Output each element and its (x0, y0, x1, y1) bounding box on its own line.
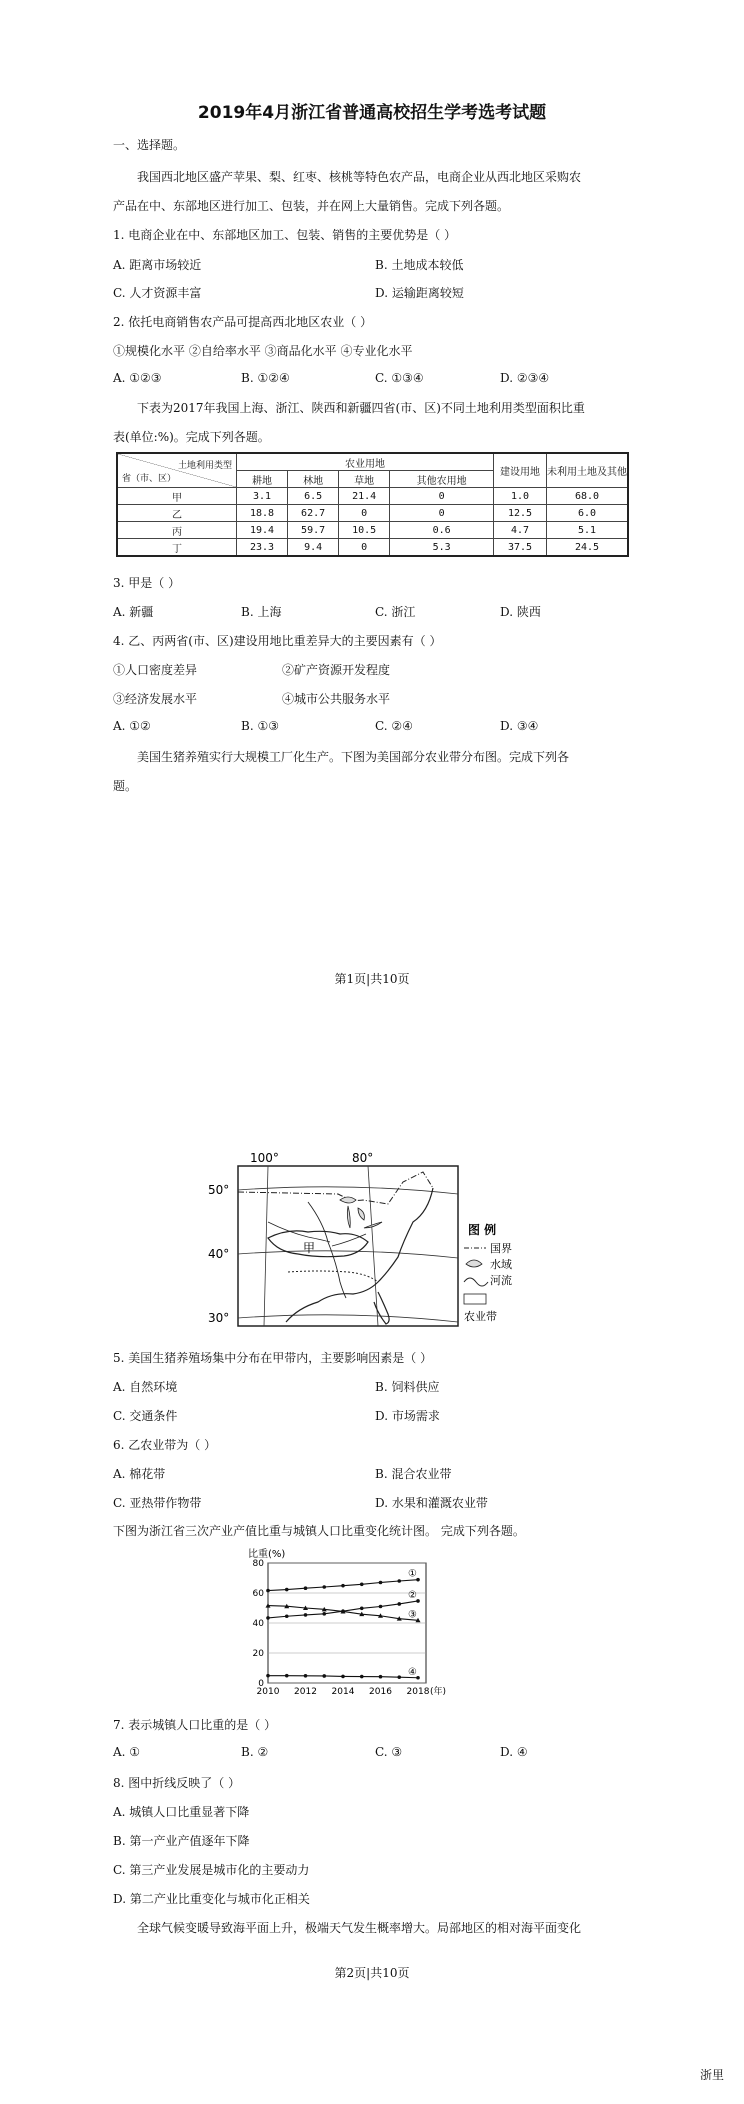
table-cell: 37.5 (494, 539, 547, 557)
q8-option-c[interactable]: C. 第三产业发展是城市化的主要动力 (113, 1863, 310, 1877)
table-cell: 18.8 (237, 505, 288, 522)
data-point (266, 1674, 270, 1678)
question-7: 7. 表示城镇人口比重的是（ ） (113, 1718, 277, 1732)
intro-3-line-2: 题。 (113, 779, 138, 793)
question-3: 3. 甲是（ ） (113, 576, 181, 590)
chart-x-label: (年) (430, 1687, 447, 1697)
table-cell: 0 (339, 539, 390, 557)
question-1: 1. 电商企业在中、东部地区加工、包装、销售的主要优势是（ ） (113, 228, 457, 242)
row-name: 乙 (117, 505, 237, 522)
lat-label-40: 40° (208, 1247, 230, 1261)
corner-bottom-label: 省（市、区） (122, 473, 177, 484)
q2-option-a[interactable]: A. ①②③ (113, 371, 162, 385)
data-point (360, 1583, 364, 1587)
table-row (117, 488, 628, 505)
q4-statement-1: ①人口密度差异 (113, 663, 198, 677)
q5-option-b[interactable]: B. 饲料供应 (375, 1380, 440, 1394)
page-1-footer: 第1页|共10页 (334, 972, 410, 986)
intro-2-line-2: 表(单位:%)。完成下列各题。 (113, 430, 270, 444)
question-2: 2. 依托电商销售农产品可提高西北地区农业（ ） (113, 315, 373, 329)
data-point (304, 1674, 308, 1678)
question-6: 6. 乙农业带为（ ） (113, 1438, 217, 1452)
q1-option-c[interactable]: C. 人才资源丰富 (113, 286, 202, 300)
data-point (322, 1674, 326, 1678)
q4-statement-3: ③经济发展水平 (113, 692, 198, 706)
question-5: 5. 美国生猪养殖场集中分布在甲带内，主要影响因素是（ ） (113, 1351, 433, 1365)
x-tick-label: 2014 (331, 1687, 355, 1697)
corner-watermark: 浙里 (700, 2068, 725, 2082)
data-point (397, 1675, 401, 1679)
series-label-1: ① (408, 1568, 417, 1580)
data-point (379, 1675, 383, 1679)
industry-structure-chart (238, 1545, 478, 1705)
build-land-header: 建设用地 (494, 453, 547, 488)
corner-top-label: 土地利用类型 (177, 460, 232, 471)
x-tick-label: 2016 (369, 1687, 392, 1697)
table-cell: 68.0 (547, 488, 629, 505)
y-tick-label: 0 (258, 1679, 264, 1689)
belt-jia-label: 甲 (303, 1241, 316, 1255)
y-tick-label: 80 (252, 1559, 264, 1569)
q4-statement-4: ④城市公共服务水平 (282, 692, 391, 706)
row-name: 丁 (117, 539, 237, 557)
q1-option-b[interactable]: B. 土地成本较低 (375, 258, 464, 272)
legend-river-symbol (464, 1278, 488, 1286)
q2-option-b[interactable]: B. ①②④ (241, 371, 290, 385)
q7-option-c[interactable]: C. ③ (375, 1745, 403, 1759)
table-cell: 12.5 (494, 505, 547, 522)
table-cell: 4.7 (494, 522, 547, 539)
table-cell: 6.5 (288, 488, 339, 505)
data-point (322, 1585, 326, 1589)
intro-3-line-1: 美国生猪养殖实行大规模工厂化生产。下图为美国部分农业带分布图。完成下列各 (137, 750, 570, 764)
data-point (360, 1607, 364, 1611)
intro-4: 下图为浙江省三次产业产值比重与城镇人口比重变化统计图。 完成下列各题。 (113, 1524, 525, 1538)
table-corner-cell (117, 453, 237, 488)
y-tick-label: 60 (252, 1589, 264, 1599)
data-point (285, 1674, 289, 1678)
map-frame (238, 1166, 458, 1326)
table-cell: 21.4 (339, 488, 390, 505)
x-tick-label: 2018 (406, 1687, 430, 1697)
q3-option-b[interactable]: B. 上海 (241, 605, 282, 619)
q4-option-c[interactable]: C. ②④ (375, 719, 413, 733)
page-2 (0, 1108, 744, 2104)
exam-title: 2019年4月浙江省普通高校招生学考选考试题 (197, 103, 547, 123)
table-cell: 3.1 (237, 488, 288, 505)
data-point (266, 1616, 270, 1620)
data-point (379, 1605, 383, 1609)
q3-option-c[interactable]: C. 浙江 (375, 605, 416, 619)
q2-option-d[interactable]: D. ②③④ (500, 371, 550, 385)
data-point (304, 1586, 308, 1590)
agri-land-header: 农业用地 (237, 453, 494, 471)
table-row (117, 522, 628, 539)
sub-header-cell: 耕地 (237, 471, 288, 488)
q4-option-a[interactable]: A. ①② (113, 719, 151, 733)
row-name: 甲 (117, 488, 237, 505)
legend-river: 河流 (490, 1274, 512, 1287)
page-gap (0, 1040, 744, 1108)
q3-option-d[interactable]: D. 陕西 (500, 605, 541, 619)
row-name: 丙 (117, 522, 237, 539)
legend-title: 图 例 (468, 1223, 497, 1237)
q4-option-d[interactable]: D. ③④ (500, 719, 539, 733)
table-cell: 0 (390, 505, 494, 522)
chart-series (266, 1569, 421, 1680)
x-tick-label: 2010 (256, 1687, 280, 1697)
table-cell: 1.0 (494, 488, 547, 505)
question-4: 4. 乙、丙两省(市、区)建设用地比重差异大的主要因素有（ ） (113, 634, 442, 648)
intro-5: 全球气候变暖导致海平面上升，极端天气发生概率增大。局部地区的相对海平面变化 (137, 1921, 582, 1935)
q4-option-b[interactable]: B. ①③ (241, 719, 279, 733)
series-label-4: ④ (408, 1666, 417, 1678)
q1-option-d[interactable]: D. 运输距离较短 (375, 286, 464, 300)
q5-option-a[interactable]: A. 自然环境 (113, 1380, 178, 1394)
chart-y-label: 比重(%) (248, 1549, 286, 1560)
data-point (285, 1614, 289, 1618)
q6-option-d[interactable]: D. 水果和灌溉农业带 (375, 1496, 488, 1510)
q3-option-a[interactable]: A. 新疆 (113, 605, 154, 619)
unused-land-header: 未利用土地及其他 (547, 453, 629, 488)
lat-label-50: 50° (208, 1183, 230, 1197)
lon-label-80: 80° (352, 1151, 374, 1165)
intro-2-line-1: 下表为2017年我国上海、浙江、陕西和新疆四省(市、区)不同土地利用类型面积比重 (137, 401, 585, 415)
data-point (266, 1589, 270, 1593)
q1-option-a[interactable]: A. 距离市场较近 (113, 258, 202, 272)
intro-1-line-1: 我国西北地区盛产苹果、梨、红枣、核桃等特色农产品，电商企业从西北地区采购农 (137, 170, 582, 184)
q5-option-d[interactable]: D. 市场需求 (375, 1409, 440, 1423)
legend-belt: 农业带 (464, 1310, 497, 1323)
table-cell: 9.4 (288, 539, 339, 557)
data-point (341, 1675, 345, 1679)
q8-option-b[interactable]: B. 第一产业产值逐年下降 (113, 1834, 250, 1848)
data-point (304, 1613, 308, 1617)
sub-header-cell: 其他农用地 (390, 471, 494, 488)
series-label-3: ③ (408, 1609, 417, 1621)
data-point (397, 1579, 401, 1583)
table-cell: 0.6 (390, 522, 494, 539)
q8-option-a[interactable]: A. 城镇人口比重显著下降 (113, 1805, 250, 1819)
data-point (322, 1612, 326, 1616)
table-cell: 62.7 (288, 505, 339, 522)
y-tick-label: 40 (252, 1619, 264, 1629)
data-point (341, 1584, 345, 1588)
table-row (117, 539, 628, 557)
section-heading: 一、选择题。 (113, 138, 186, 152)
data-point (379, 1581, 383, 1585)
table-cell: 5.1 (547, 522, 629, 539)
legend-water: 水域 (490, 1258, 512, 1271)
q2-option-c[interactable]: C. ①③④ (375, 371, 424, 385)
us-agriculture-map (208, 1142, 528, 1332)
data-point (285, 1588, 289, 1592)
q8-option-d[interactable]: D. 第二产业比重变化与城市化正相关 (113, 1892, 310, 1906)
series-label-2: ② (408, 1589, 417, 1601)
y-tick-label: 20 (252, 1649, 264, 1659)
q7-option-a[interactable]: A. ① (113, 1745, 141, 1759)
table-cell: 19.4 (237, 522, 288, 539)
legend-water-symbol (466, 1260, 482, 1267)
table-cell: 5.3 (390, 539, 494, 557)
table-cell: 10.5 (339, 522, 390, 539)
data-point (397, 1602, 401, 1606)
q5-option-c[interactable]: C. 交通条件 (113, 1409, 178, 1423)
sub-header-cell: 草地 (339, 471, 390, 488)
table-cell: 24.5 (547, 539, 629, 557)
question-8: 8. 图中折线反映了（ ） (113, 1776, 241, 1790)
legend-belt-symbol (464, 1294, 486, 1304)
q6-option-c[interactable]: C. 亚热带作物带 (113, 1496, 202, 1510)
q6-option-a[interactable]: A. 棉花带 (113, 1467, 166, 1481)
legend-border: 国界 (490, 1242, 512, 1255)
table-cell: 6.0 (547, 505, 629, 522)
table-row (117, 505, 628, 522)
lon-label-100: 100° (250, 1151, 279, 1165)
sub-header-cell: 林地 (288, 471, 339, 488)
data-point (360, 1675, 364, 1679)
q2-statements: ①规模化水平 ②自给率水平 ③商品化水平 ④专业化水平 (113, 344, 413, 358)
table-cell: 0 (390, 488, 494, 505)
intro-1-line-2: 产品在中、东部地区进行加工、包装，并在网上大量销售。完成下列各题。 (113, 199, 510, 213)
table-cell: 23.3 (237, 539, 288, 557)
x-tick-label: 2012 (294, 1687, 317, 1697)
q7-option-b[interactable]: B. ② (241, 1745, 269, 1759)
table-cell: 0 (339, 505, 390, 522)
land-use-table (116, 452, 629, 557)
q4-statement-2: ②矿产资源开发程度 (282, 663, 391, 677)
table-cell: 59.7 (288, 522, 339, 539)
q6-option-b[interactable]: B. 混合农业带 (375, 1467, 452, 1481)
q7-option-d[interactable]: D. ④ (500, 1745, 528, 1759)
page-1 (0, 0, 744, 1040)
page-2-footer: 第2页|共10页 (334, 1966, 410, 1980)
lat-label-30: 30° (208, 1311, 230, 1325)
